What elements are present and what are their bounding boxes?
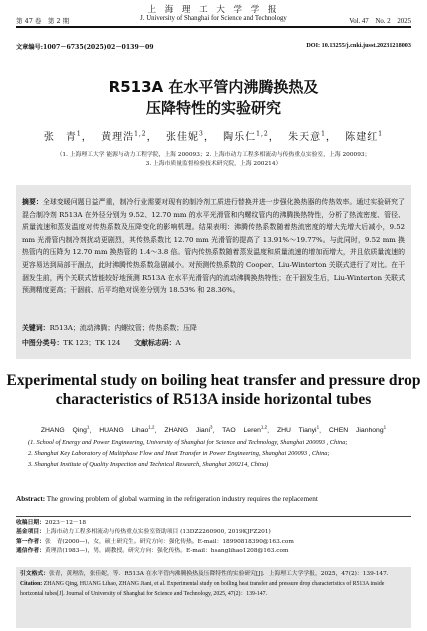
- abstract-cn-text: 全球变暖问题日益严重，制冷行业需要对现有的制冷剂工质进行替换并进一步强化换热器的传热效率。通过实验研究了混合制冷剂 R513A 在外径分别为 9.52、12.70 mm 的水平光滑管和内螺纹管内的沸腾换热特性，分析了热流密度、管径、质量流速和蒸发温度对传热系数及压降变化的影响机理。结果表明：沸腾传热系数随着热流密度的增大先增大后减小，9.52 mm 光滑管内制冷剂扰动更剧烈，其传热系数比 12.70 mm 光滑管的提高了 13.91%～19.77%。与此同时，9.52 mm 换热管内的压降为 12.70 mm 换热管的 1.4～3.8 倍。管内传热系数随着蒸发温度和质量流速的增加而增大，并且依质量流速的更容易达到局部干涸点，此时沸腾传热系数急剧减小。对预测传热系数的 Cooper、Liu-Winterton 关联式进行了对比。在干涸发生前，两个关联式皆能较好地预测 R513A 在水平光滑管内的流动沸腾换热特性；在干涸发生后，Liu-Winterton 关联式预测精度更高；干涸前、后平均绝对误差分别为 18.53% 和 28.36%。: [22, 198, 406, 295]
- author-en: ZHU Tianyi$^1$: [276, 425, 320, 435]
- class-text: TK 123；TK 124: [63, 339, 121, 347]
- abstract-en: [16, 495, 411, 503]
- author-list-cn: 张 青$^1$， 黄理浩$^{1,2}$， 张佳妮$^3$， 陶乐仁$^{1,2}$， 朱天意$^1$， 陈建红$^1$: [43, 130, 384, 143]
- header-rule: [16, 26, 411, 28]
- author-en: CHEN Jianhong$^1$: [328, 425, 387, 435]
- author-en: HUANG Lihao$^{1,2}$: [99, 425, 155, 435]
- author-en: ZHANG Jiani$^3$: [164, 425, 213, 435]
- affiliation-en: [28, 437, 418, 470]
- citation-cn: 引文格式：张青，黄理浩，张佳妮，等．R513A 在水平管内沸腾换热及压降特性的实验研究[J]．上海理工大学学报，2025，47(2)：139-147.: [20, 571, 389, 577]
- affiliation-cn-line: （1. 上海理工大学 能源与动力工程学院，上海 200093；2. 上海市动力工程多相流动与传热重点实验室，上海 200093；: [56, 152, 371, 158]
- citation-en: Citation: ZHANG Qing, HUANG Lihao, ZHANG Jiani, et al. Experimental study on boiling heat transfer and pressure drop characteristics of R513A inside horizontal tubes[J]. Journal of University of Shanghai for Science and Technology, 2025, 47(2)：139-147.: [20, 581, 385, 598]
- author-en: TAO Leren$^{1,2}$: [222, 425, 268, 435]
- affiliation-en-line: 2. Shanghai Key Laboratory of Multiphase Flow and Heat Transfer in Power Engineering, Shanghai 200093 , China;: [28, 450, 330, 457]
- volume-issue-cn: 第 47 卷 第 2 期: [16, 17, 70, 25]
- article-id: 文章编号:1007－6735(2025)02－0139－09: [16, 44, 154, 51]
- doc-code-text: A: [175, 339, 181, 347]
- footnote-received: 收稿日期：2023－12－18: [16, 520, 87, 526]
- author-cn: 陈建红$^1$: [345, 130, 384, 143]
- paper-title-en: [0, 371, 427, 409]
- affiliation-cn-line: 3. 上海市质量监督检验技术研究院，上海 200214）: [145, 161, 282, 167]
- volume-issue-en: Vol. 47 No. 2 2025: [349, 18, 411, 25]
- abstract-en-text: The growing problem of global warming in the refrigeration industry requires the replacement: [45, 495, 318, 503]
- title-en-line1: Experimental study on boiling heat transfer and pressure drop: [6, 372, 421, 389]
- affiliation-en-line: 3. Shanghai Institute of Quality Inspection and Technical Research, Shanghai 200214, China): [28, 461, 269, 468]
- keywords-cn: [22, 322, 197, 332]
- author-cn: 朱天意$^1$: [288, 130, 326, 143]
- footnote-corresponding-author: 通信作者：黄理浩(1983—)，男，副教授。研究方向：强化传热。E-mail：hsanglihao1208@163.com: [16, 547, 289, 554]
- author-cn: 黄理浩$^{1,2}$: [101, 130, 147, 143]
- affiliation-cn: [20, 151, 407, 169]
- footnote-block: [16, 519, 411, 556]
- abstract-label: 摘要：: [22, 198, 43, 206]
- classification-cn: [22, 337, 181, 347]
- abstract-en-label: Abstract:: [16, 495, 46, 503]
- footnote-first-author: 第一作者：张 青(2000—)，女，硕士研究生。研究方向：强化传热。E-mail：18990818390@163.com: [16, 538, 294, 545]
- citation-block: [20, 569, 408, 600]
- footnote-rule: [16, 516, 411, 517]
- author-cn: 张佳妮$^3$: [165, 130, 204, 143]
- paper-title-cn: [0, 77, 427, 119]
- author-cn: 张 青$^1$: [43, 130, 82, 143]
- author-cn: 陶乐仁$^{1,2}$: [223, 130, 269, 143]
- keywords-text: R513A；流动沸腾；内螺纹管；传热系数；压降: [49, 324, 197, 332]
- affiliation-en-line: (1. School of Energy and Power Engineering, University of Shanghai for Science and Technology, Shanghai 200093 , China;: [28, 439, 348, 446]
- journal-name-en: J. University of Shanghai for Science and Technology: [140, 15, 287, 22]
- doc-code-label: 文献标志码：: [134, 339, 176, 347]
- author-list-en: ZHANG Qing$^1$, HUANG Lihao$^{1,2}$, ZHANG Jiani$^3$, TAO Leren$^{1,2}$, ZHU Tianyi$^1$, CHEN Jianhong$^1$: [40, 425, 387, 435]
- journal-name-cn: 上 海 理 工 大 学 学 报: [147, 5, 280, 15]
- doi-link[interactable]: DOI: 10.13255/j.cnki.jusst.20231218003: [306, 42, 411, 49]
- abstract-cn: [22, 196, 405, 297]
- class-label: 中图分类号：: [22, 339, 64, 347]
- author-en: ZHANG Qing$^1$: [40, 425, 90, 435]
- title-cn-line2: 压降特性的实验研究: [145, 99, 281, 117]
- keywords-label: 关键词：: [22, 324, 50, 332]
- footnote-fund: 基金项目：上海市动力工程多相流动与传热重点实验室资助项目 (13DZ2260900, 2019KJFZ201): [16, 529, 271, 536]
- title-cn-line1: R513A 在水平管内沸腾换热及: [108, 78, 319, 96]
- title-en-line2: characteristics of R513A inside horizontal tubes: [55, 391, 372, 408]
